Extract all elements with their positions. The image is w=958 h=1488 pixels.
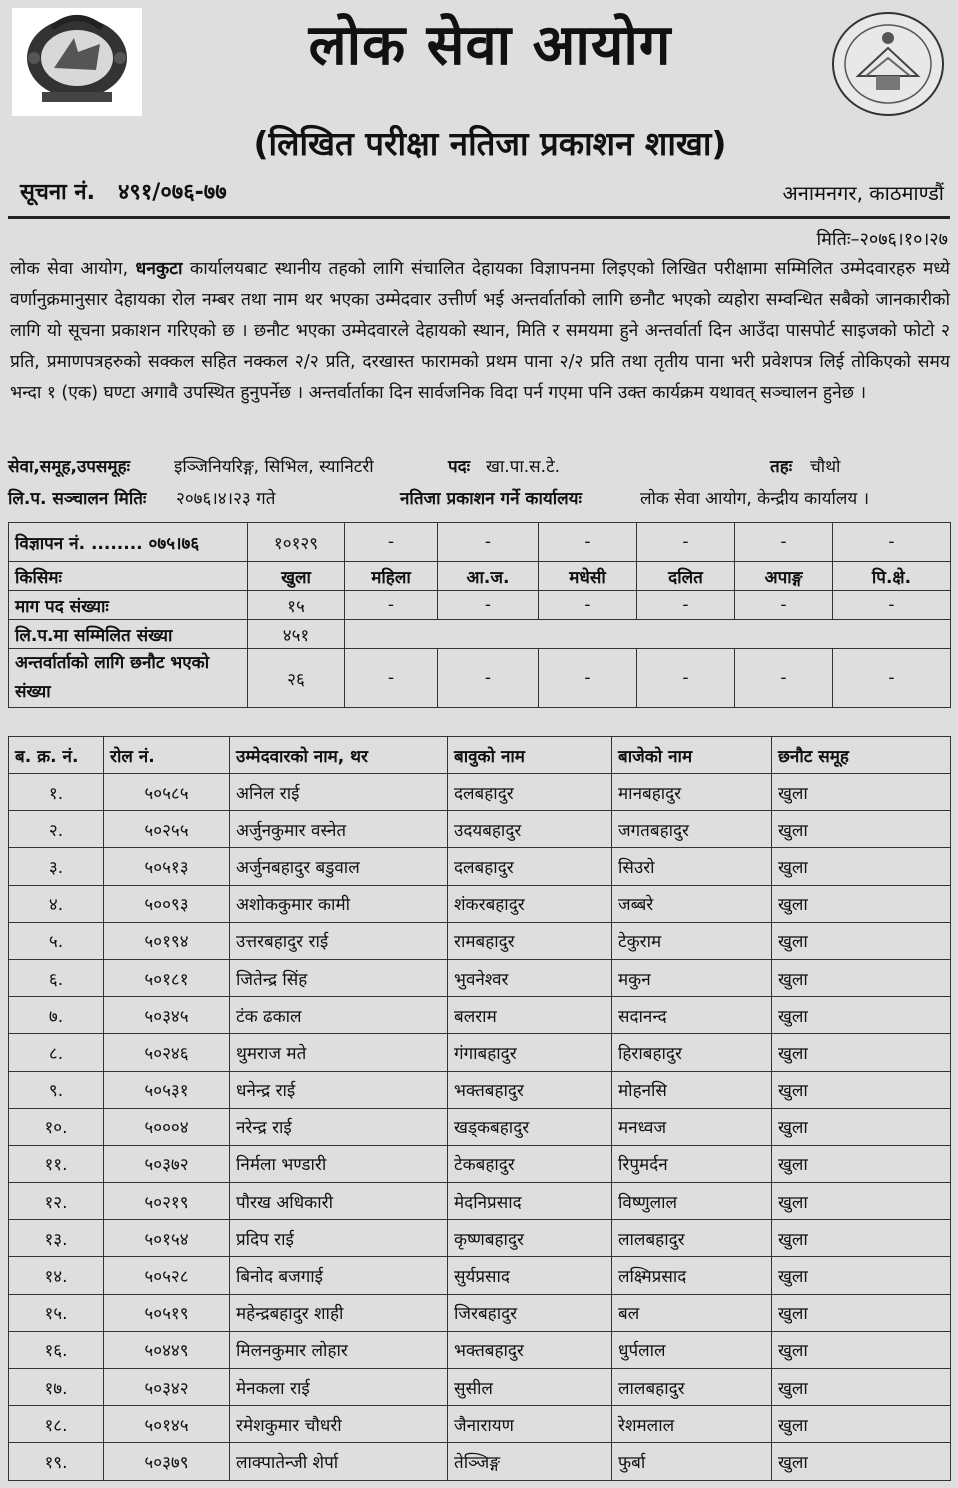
table-row: [9, 1108, 951, 1145]
table-row: [9, 1257, 951, 1294]
post-value: खा.पा.स.टे.: [486, 457, 561, 477]
demand-value: -: [735, 591, 833, 620]
table-row: [9, 811, 951, 848]
table-cell: निर्मला भण्डारी: [230, 1145, 448, 1182]
table-cell: ५०४४९: [104, 1331, 230, 1368]
result-office-label: नतिजा प्रकाशन गर्ने कार्यालयः: [400, 489, 582, 509]
table-row: [9, 1443, 951, 1480]
selected-value: -: [637, 649, 735, 708]
table-cell: जगतबहादुर: [612, 811, 772, 848]
table-cell: ४.: [9, 885, 104, 922]
summary-table: [8, 522, 951, 708]
table-cell: तेञ्जिङ्ग: [448, 1443, 612, 1480]
type-cell: आ.ज.: [438, 562, 539, 591]
table-row: [9, 1071, 951, 1108]
table-cell: जिरबहादुर: [448, 1294, 612, 1331]
table-cell: ५०५२८: [104, 1257, 230, 1294]
notice-paragraph: [10, 254, 950, 409]
type-cell: खुला: [248, 562, 345, 591]
table-row: [9, 1369, 951, 1406]
table-cell: खड्कबहादुर: [448, 1108, 612, 1145]
table-row: [9, 1294, 951, 1331]
table-cell: हिराबहादुर: [612, 1034, 772, 1071]
empty-cell: [345, 620, 951, 649]
table-cell: खुला: [772, 1443, 951, 1480]
table-cell: १६.: [9, 1331, 104, 1368]
table-cell: गंगाबहादुर: [448, 1034, 612, 1071]
table-cell: जितेन्द्र सिंह: [230, 959, 448, 996]
selected-label: अन्तर्वार्ताको लागि छनौट भएको संख्या: [9, 649, 248, 708]
page-title: लोक सेवा आयोग: [308, 13, 672, 78]
table-cell: उत्तरबहादुर राई: [230, 922, 448, 959]
type-cell: दलित: [637, 562, 735, 591]
table-cell: प्रदिप राई: [230, 1220, 448, 1257]
ad-value: -: [539, 523, 637, 562]
notice-label: सूचना नं.: [20, 180, 95, 205]
table-cell: दलबहादुर: [448, 774, 612, 811]
meta-row-2: [8, 484, 950, 514]
selected-value: -: [735, 649, 833, 708]
table-cell: लाक्पातेन्जी शेर्पा: [230, 1443, 448, 1480]
table-row: [9, 1034, 951, 1071]
table-cell: भक्तबहादुर: [448, 1331, 612, 1368]
table-cell: थुमराज मते: [230, 1034, 448, 1071]
address: अनामनगर, काठमाण्डौं: [782, 181, 944, 205]
result-office-value: लोक सेवा आयोग, केन्द्रीय कार्यालय ।: [640, 489, 870, 509]
ad-value: -: [735, 523, 833, 562]
level-label: तहः: [770, 457, 793, 477]
results-body: [9, 774, 951, 1481]
table-cell: मिलनकुमार लोहार: [230, 1331, 448, 1368]
table-cell: ५०३७२: [104, 1145, 230, 1182]
table-cell: ५०५३१: [104, 1071, 230, 1108]
table-row: [9, 848, 951, 885]
column-header: छनौट समूह: [772, 737, 951, 774]
table-cell: खुला: [772, 997, 951, 1034]
table-cell: खुला: [772, 774, 951, 811]
table-cell: मानबहादुर: [612, 774, 772, 811]
demand-value: १५: [248, 591, 345, 620]
ad-label: विज्ञापन नं. ........ ०७५।७६: [9, 523, 248, 562]
table-cell: खुला: [772, 1034, 951, 1071]
ad-value: -: [637, 523, 735, 562]
table-cell: खुला: [772, 848, 951, 885]
table-cell: ५०२४६: [104, 1034, 230, 1071]
table-cell: ५०३४५: [104, 997, 230, 1034]
notice-date: मितिः–२०७६।१०।२७: [816, 229, 948, 250]
table-cell: सुर्यप्रसाद: [448, 1257, 612, 1294]
ad-value: -: [438, 523, 539, 562]
table-row: [9, 959, 951, 996]
table-cell: १३.: [9, 1220, 104, 1257]
table-cell: ५०२१९: [104, 1183, 230, 1220]
table-cell: टेकुराम: [612, 922, 772, 959]
table-cell: ५०१८१: [104, 959, 230, 996]
table-cell: ५०५८५: [104, 774, 230, 811]
table-cell: अर्जुनबहादुर बडुवाल: [230, 848, 448, 885]
table-cell: उदयबहादुर: [448, 811, 612, 848]
table-cell: ५०१९४: [104, 922, 230, 959]
column-header: बावुको नाम: [448, 737, 612, 774]
selected-value: -: [345, 649, 438, 708]
results-table: [8, 736, 951, 1481]
table-cell: मनध्वज: [612, 1108, 772, 1145]
table-cell: बल: [612, 1294, 772, 1331]
table-cell: जब्बरे: [612, 885, 772, 922]
table-cell: खुला: [772, 811, 951, 848]
table-cell: भुवनेश्वर: [448, 959, 612, 996]
table-cell: १५.: [9, 1294, 104, 1331]
table-cell: ८.: [9, 1034, 104, 1071]
table-row: [9, 1145, 951, 1182]
table-cell: ५०१५४: [104, 1220, 230, 1257]
column-header: उम्मेदवारको नाम, थर: [230, 737, 448, 774]
psc-seal-icon: [830, 10, 946, 118]
table-cell: ५०००४: [104, 1108, 230, 1145]
participants-label: लि.प.मा सम्मिलित संख्या: [9, 620, 248, 649]
table-cell: धनेन्द्र राई: [230, 1071, 448, 1108]
type-cell: मधेसी: [539, 562, 637, 591]
table-cell: मेनकला राई: [230, 1369, 448, 1406]
table-cell: खुला: [772, 1331, 951, 1368]
selected-row: [9, 649, 951, 708]
table-cell: टेकबहादुर: [448, 1145, 612, 1182]
ad-value: १०१२९: [248, 523, 345, 562]
notice-value: ४९१/०७६-७७: [117, 180, 227, 205]
ad-value: -: [833, 523, 951, 562]
table-cell: जैनारायण: [448, 1406, 612, 1443]
table-cell: ५.: [9, 922, 104, 959]
selected-value: -: [833, 649, 951, 708]
table-cell: खुला: [772, 1145, 951, 1182]
ad-value: -: [345, 523, 438, 562]
participants-value: ४५१: [248, 620, 345, 649]
demand-value: -: [438, 591, 539, 620]
table-row: [9, 997, 951, 1034]
table-cell: खुला: [772, 1183, 951, 1220]
post-label: पदः: [448, 457, 471, 477]
notice-pre: लोक सेवा आयोग,: [10, 259, 129, 279]
selected-value: २६: [248, 649, 345, 708]
table-cell: १०.: [9, 1108, 104, 1145]
table-cell: खुला: [772, 1406, 951, 1443]
table-cell: खुला: [772, 885, 951, 922]
demand-label: माग पद संख्याः: [9, 591, 248, 620]
table-cell: रमेशकुमार चौधरी: [230, 1406, 448, 1443]
table-cell: ५०३७९: [104, 1443, 230, 1480]
table-cell: बलराम: [448, 997, 612, 1034]
table-cell: खुला: [772, 1071, 951, 1108]
table-row: [9, 1331, 951, 1368]
table-cell: टंक ढकाल: [230, 997, 448, 1034]
table-cell: २.: [9, 811, 104, 848]
table-cell: मेदनिप्रसाद: [448, 1183, 612, 1220]
table-row: [9, 774, 951, 811]
notice-body: कार्यालयबाट स्थानीय तहको लागि संचालित देहायका विज्ञापनमा लिइएको लिखित परीक्षामा सम्मिलित उम्मेदवारहरु मध्ये वर्णानुक्रमानुसार देहायका रोल नम्बर तथा नाम थर भएका उम्मेदवार उत्तीर्ण भई अन्तर्वार्ताको लागि छनौट भएको व्यहोरा सम्वन्धित सबैको जानकारीको लागि यो सूचना प्रकाशन गरिएको छ । छनौट भएका उम्मेदवारले देहायको स्थान, मिति र समयमा हुने अन्तर्वार्ता दिन आउँदा पासपोर्ट साइजको फोटो २ प्रति, प्रमाणपत्रहरुको सक्कल सहित नक्कल २/२ प्रति, दरखास्त फारामको प्रथम पाना २/२ प्रति तथा तृतीय पाना भरी प्रवेशपत्र लिई तोकिएको समय भन्दा १ (एक) घण्टा अगावै उपस्थित हुनुपर्नेछ । अन्तर्वार्ताका दिन सार्वजनिक विदा पर्न गएमा पनि उक्त कार्यक्रम यथावत् सञ्चालन हुनेछ ।: [10, 259, 950, 403]
column-header: बाजेको नाम: [612, 737, 772, 774]
selected-value: -: [539, 649, 637, 708]
table-cell: सिउरो: [612, 848, 772, 885]
table-cell: खुला: [772, 1369, 951, 1406]
notice-number: [20, 176, 227, 210]
demand-value: -: [833, 591, 951, 620]
table-row: [9, 1183, 951, 1220]
table-cell: खुला: [772, 922, 951, 959]
table-cell: खुला: [772, 1108, 951, 1145]
type-label: किसिमः: [9, 562, 248, 591]
table-cell: मोहनसि: [612, 1071, 772, 1108]
table-cell: १४.: [9, 1257, 104, 1294]
table-cell: रिपुमर्दन: [612, 1145, 772, 1182]
table-cell: खुला: [772, 959, 951, 996]
table-cell: ७.: [9, 997, 104, 1034]
table-cell: भक्तबहादुर: [448, 1071, 612, 1108]
table-row: [9, 922, 951, 959]
table-cell: अशोककुमार कामी: [230, 885, 448, 922]
table-cell: दलबहादुर: [448, 848, 612, 885]
table-cell: ९.: [9, 1071, 104, 1108]
table-cell: ५०५१९: [104, 1294, 230, 1331]
table-cell: लालबहादुर: [612, 1220, 772, 1257]
table-cell: विष्णुलाल: [612, 1183, 772, 1220]
exam-date-value: २०७६।४।२३ गते: [176, 489, 276, 509]
table-cell: महेन्द्रबहादुर शाही: [230, 1294, 448, 1331]
type-cell: अपाङ्ग: [735, 562, 833, 591]
table-cell: लक्ष्मिप्रसाद: [612, 1257, 772, 1294]
table-cell: ५००९३: [104, 885, 230, 922]
exam-date-label: लि.प. सञ्चालन मितिः: [8, 489, 147, 509]
nepal-emblem-icon: [12, 8, 142, 116]
level-value: चौथो: [810, 457, 841, 477]
table-cell: ११.: [9, 1145, 104, 1182]
table-cell: शंकरबहादुर: [448, 885, 612, 922]
table-cell: बिनोद बजगाई: [230, 1257, 448, 1294]
table-cell: १२.: [9, 1183, 104, 1220]
table-row: [9, 1220, 951, 1257]
table-cell: १७.: [9, 1369, 104, 1406]
demand-value: -: [637, 591, 735, 620]
demand-value: -: [345, 591, 438, 620]
table-cell: पौरख अधिकारी: [230, 1183, 448, 1220]
participants-row: [9, 620, 951, 649]
results-header-row: [9, 737, 951, 774]
page-subtitle: (लिखित परीक्षा नतिजा प्रकाशन शाखा): [253, 124, 727, 163]
table-cell: ५०३४२: [104, 1369, 230, 1406]
table-cell: मकुन: [612, 959, 772, 996]
table-cell: १८.: [9, 1406, 104, 1443]
table-cell: १.: [9, 774, 104, 811]
table-cell: ३.: [9, 848, 104, 885]
divider: [8, 216, 950, 219]
table-cell: रामबहादुर: [448, 922, 612, 959]
notice-office: धनकुटा: [135, 259, 183, 279]
table-cell: कृष्णबहादुर: [448, 1220, 612, 1257]
type-cell: पि.क्षे.: [833, 562, 951, 591]
table-row: [9, 1406, 951, 1443]
demand-row: [9, 591, 951, 620]
table-cell: सुसील: [448, 1369, 612, 1406]
table-cell: अनिल राई: [230, 774, 448, 811]
table-cell: ५०१४५: [104, 1406, 230, 1443]
meta-row-1: [8, 452, 950, 482]
demand-value: -: [539, 591, 637, 620]
table-cell: खुला: [772, 1294, 951, 1331]
table-cell: लालबहादुर: [612, 1369, 772, 1406]
table-cell: खुला: [772, 1220, 951, 1257]
table-cell: खुला: [772, 1257, 951, 1294]
type-cell: महिला: [345, 562, 438, 591]
table-cell: अर्जुनकुमार वस्नेत: [230, 811, 448, 848]
table-cell: ५०२५५: [104, 811, 230, 848]
column-header: रोल नं.: [104, 737, 230, 774]
service-label: सेवा,समूह,उपसमूहः: [8, 457, 131, 477]
table-cell: रेशमलाल: [612, 1406, 772, 1443]
table-cell: फुर्बा: [612, 1443, 772, 1480]
table-cell: ६.: [9, 959, 104, 996]
selected-value: -: [438, 649, 539, 708]
table-cell: ५०५१३: [104, 848, 230, 885]
ad-row: [9, 523, 951, 562]
table-cell: धुर्पलाल: [612, 1331, 772, 1368]
type-row: [9, 562, 951, 591]
column-header: ब. क्र. नं.: [9, 737, 104, 774]
table-cell: १९.: [9, 1443, 104, 1480]
service-value: इञ्जिनियरिङ्ग, सिभिल, स्यानिटरी: [174, 457, 374, 477]
table-row: [9, 885, 951, 922]
table-cell: सदानन्द: [612, 997, 772, 1034]
table-cell: नरेन्द्र राई: [230, 1108, 448, 1145]
